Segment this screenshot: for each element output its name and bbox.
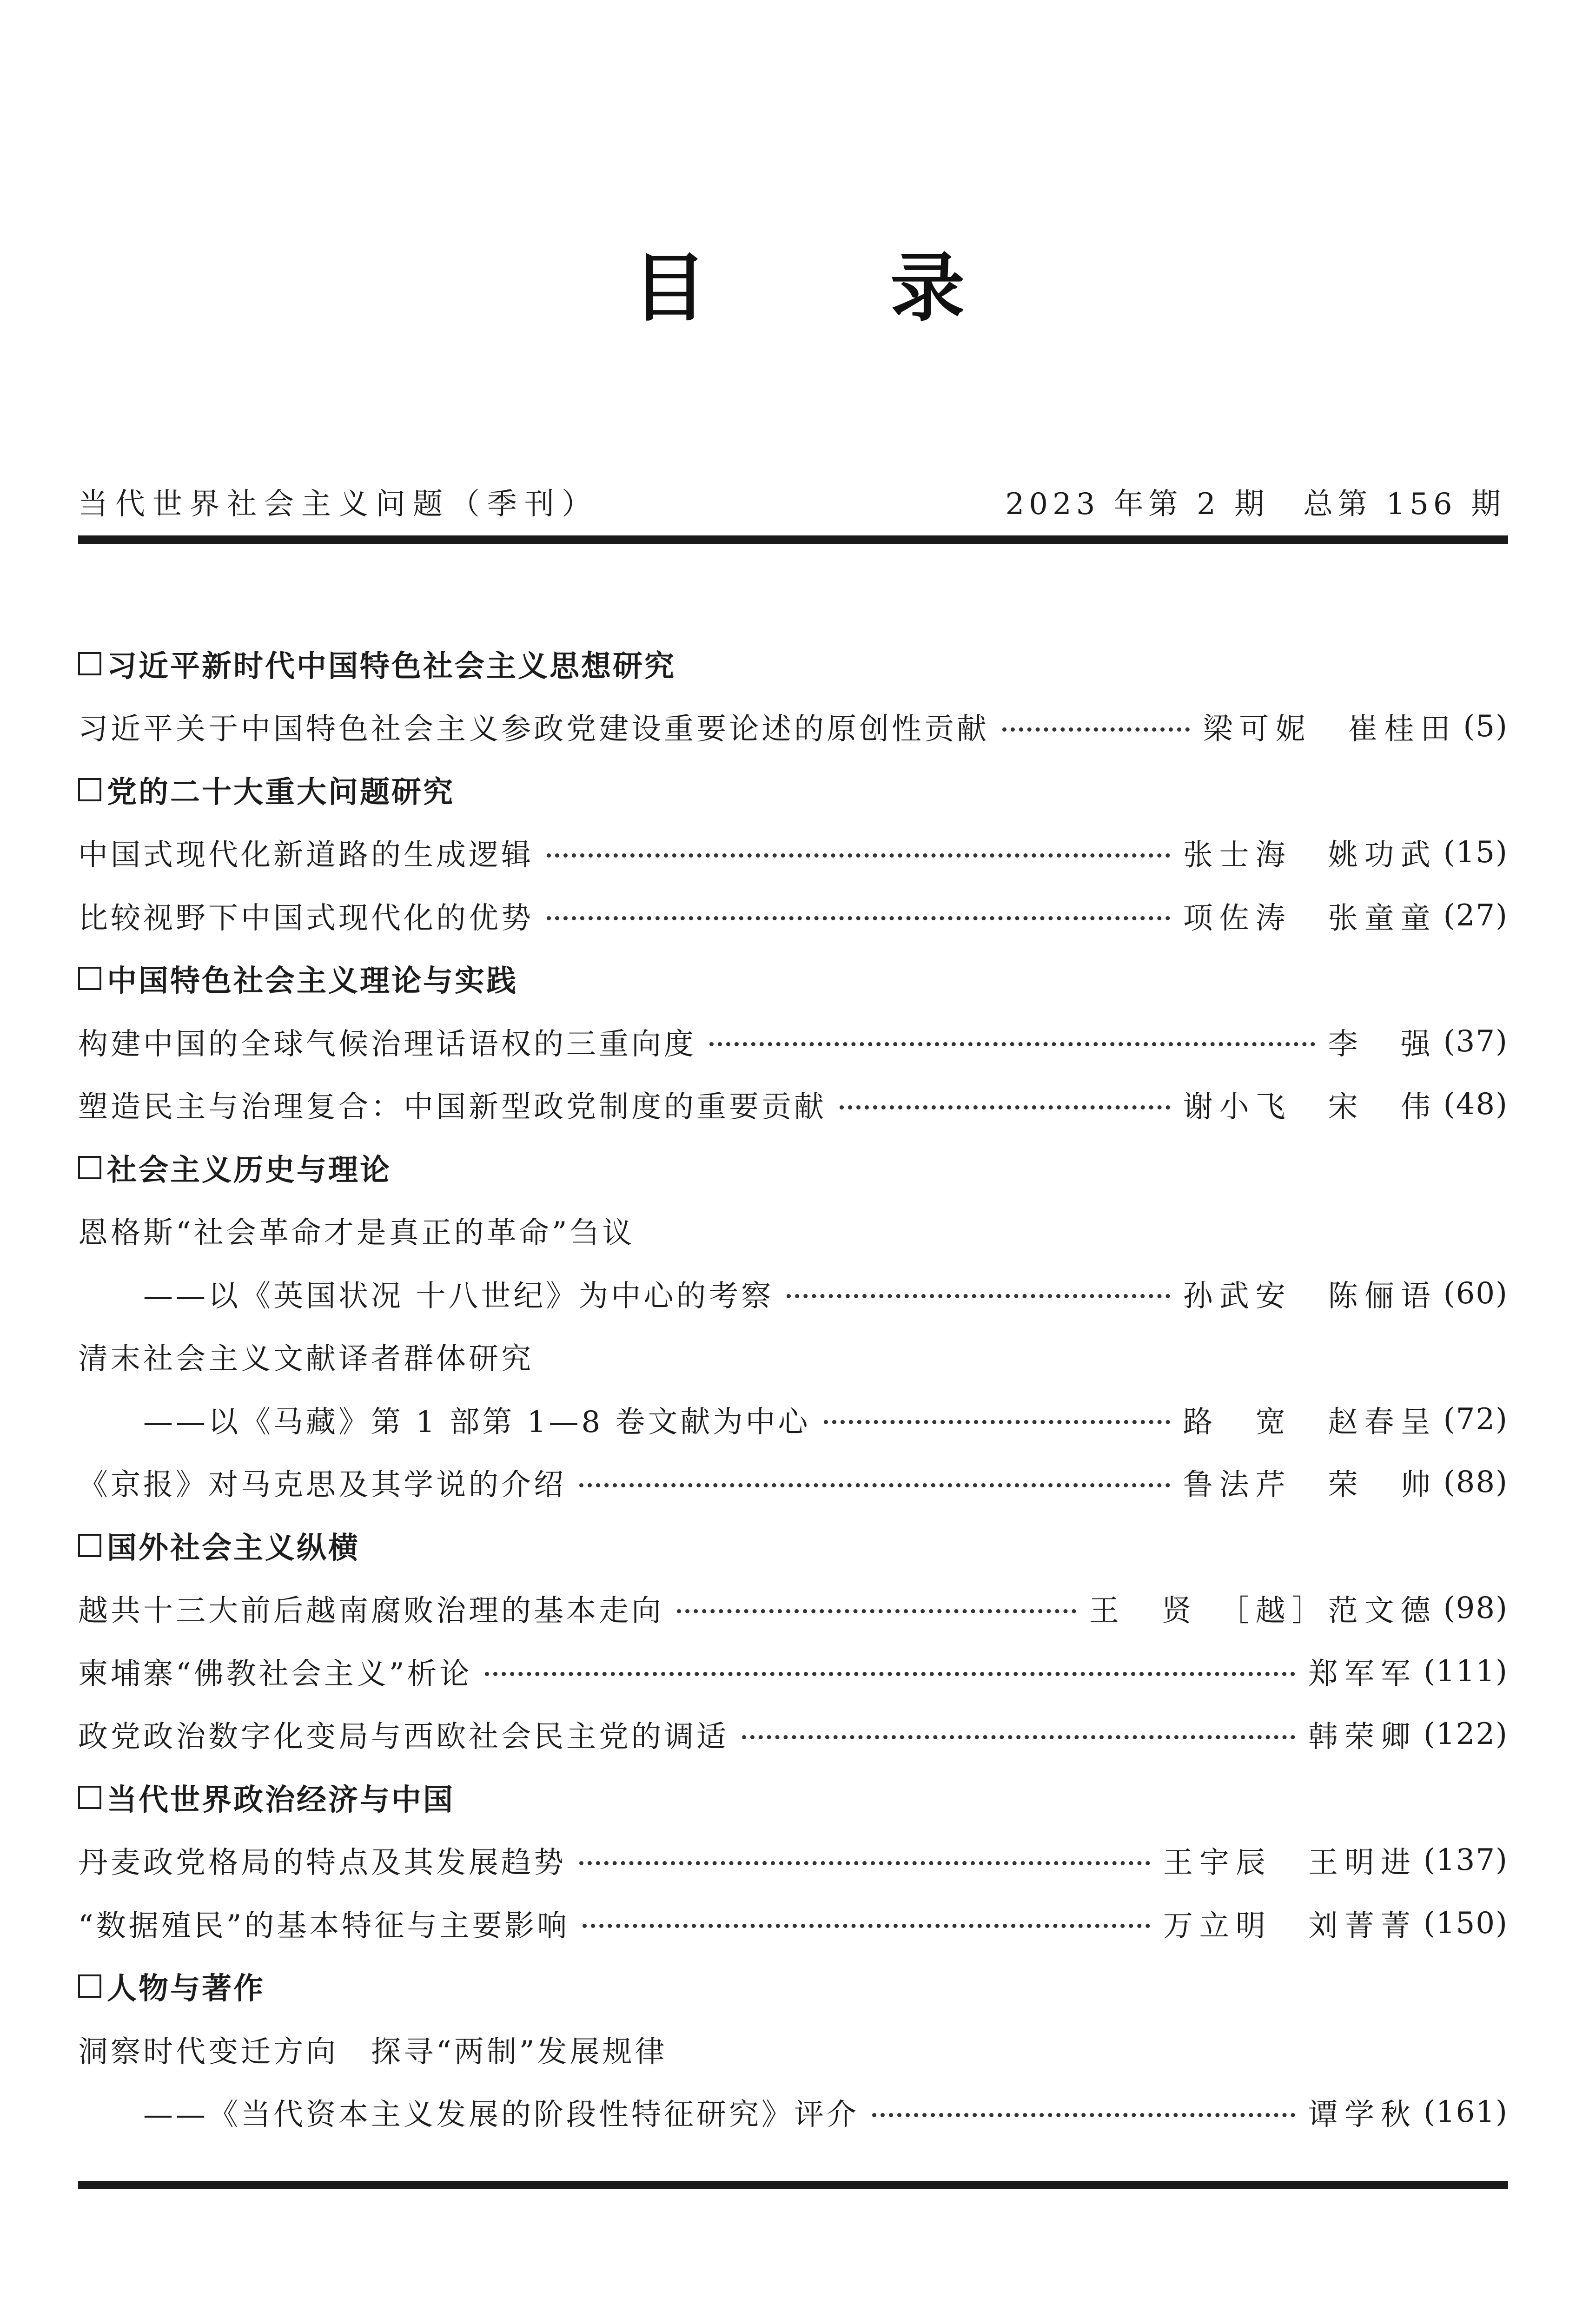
section-heading [78,1955,1508,2018]
checkbox-square-icon [78,967,101,990]
toc-entry[interactable] [78,1262,1508,1325]
checkbox-square-icon [78,1786,101,1809]
page-number: (27) [1443,898,1508,933]
article-title: 塑造民主与治理复合：中国新型政党制度的重要贡献 [78,1090,827,1125]
section-heading [78,1136,1508,1199]
page-number: (137) [1423,1843,1508,1878]
dot-leader [547,853,1170,858]
article-authors: 梁可妮 崔桂田 [1203,712,1457,747]
article-title: 《京报》对马克思及其学说的介绍 [78,1468,566,1503]
page-title [0,242,1576,335]
dot-leader [485,1672,1295,1676]
section-title: 人物与著作 [107,1972,265,2007]
toc-entry[interactable] [78,884,1508,947]
dot-leader [1002,727,1190,732]
section-heading [78,1514,1508,1577]
page-number: (60) [1443,1276,1508,1311]
article-authors: 谢小飞 宋 伟 [1183,1090,1437,1125]
page-title-char-2: 录 [890,244,965,331]
section-title: 社会主义历史与理论 [107,1153,391,1188]
article-title: “数据殖民”的基本特征与主要影响 [78,1908,570,1943]
section-heading [78,947,1508,1010]
section-title: 党的二十大重大问题研究 [107,775,455,810]
toc-entry[interactable] [78,1577,1508,1640]
dot-leader [579,1483,1170,1487]
toc-entry[interactable] [78,1829,1508,1892]
toc-entry-title-line[interactable] [78,1199,1508,1262]
article-authors: 王宇辰 王明进 [1163,1846,1417,1881]
page-number: (122) [1423,1717,1508,1752]
checkbox-square-icon [78,1974,101,1998]
dot-leader [677,1609,1076,1613]
dot-leader [872,2113,1295,2117]
bottom-rule [78,2181,1508,2189]
toc-entry[interactable] [78,1073,1508,1136]
dot-leader [787,1294,1170,1298]
dot-leader [547,916,1170,920]
article-subtitle: ——以《马藏》第 1 部第 1—8 卷文献为中心 [143,1405,811,1439]
dot-leader [709,1042,1315,1046]
page-number: (72) [1443,1402,1508,1437]
checkbox-square-icon [78,1156,101,1179]
article-authors: 韩荣卿 [1308,1720,1417,1755]
toc-entry[interactable] [78,695,1508,759]
dot-leader [742,1735,1295,1739]
toc-entry[interactable] [78,1640,1508,1703]
dot-leader [579,1861,1150,1865]
article-title: 恩格斯“社会革命才是真正的革命”刍议 [78,1216,635,1251]
article-subtitle: ——以《英国状况 十八世纪》为中心的考察 [143,1279,774,1314]
dot-leader [583,1924,1150,1928]
dot-leader [840,1105,1170,1109]
article-subtitle: ——《当代资本主义发展的阶段性特征研究》评介 [143,2098,859,2133]
checkbox-square-icon [78,778,101,801]
issue-info: 2023 年第 2 期 总第 156 期 [1005,487,1505,522]
article-authors: 王 贤 ［越］范文德 [1089,1594,1437,1629]
page-number: (111) [1423,1654,1508,1689]
article-title: 中国式现代化新道路的生成逻辑 [78,838,534,873]
article-authors: 孙武安 陈俪语 [1183,1279,1437,1314]
page-number: (161) [1423,2095,1508,2130]
top-rule [78,535,1508,544]
article-authors: 张士海 姚功武 [1183,838,1437,873]
page-number: (88) [1443,1465,1508,1500]
toc-entry[interactable] [78,1703,1508,1766]
article-title: 丹麦政党格局的特点及其发展趋势 [78,1846,566,1881]
article-authors: 万立明 刘菁菁 [1163,1908,1417,1943]
section-title: 中国特色社会主义理论与实践 [107,964,518,999]
page-number: (150) [1423,1906,1508,1941]
section-heading [78,632,1508,695]
article-authors: 鲁法芹 荣 帅 [1183,1468,1437,1503]
toc-entry[interactable] [78,1451,1508,1514]
checkbox-square-icon [78,1534,101,1557]
dot-leader [824,1420,1170,1424]
section-title: 当代世界政治经济与中国 [107,1783,455,1817]
article-authors: 谭学秋 [1308,2098,1417,2133]
section-heading [78,1766,1508,1829]
article-title: 越共十三大前后越南腐败治理的基本走向 [78,1594,664,1629]
toc-entry-title-line[interactable] [78,2018,1508,2081]
page-number: (15) [1443,835,1508,870]
article-title: 比较视野下中国式现代化的优势 [78,901,534,936]
section-title: 习近平新时代中国特色社会主义思想研究 [107,649,676,684]
toc-entry-title-line[interactable] [78,1325,1508,1388]
article-authors: 项佐涛 张童童 [1183,901,1437,936]
article-title: 清末社会主义文献译者群体研究 [78,1342,534,1377]
toc-entry[interactable] [78,1010,1508,1073]
toc-entry[interactable] [78,821,1508,885]
article-authors: 郑军军 [1308,1657,1417,1691]
article-authors: 路 宽 赵春呈 [1183,1405,1437,1439]
article-title: 构建中国的全球气候治理话语权的三重向度 [78,1027,696,1062]
article-title: 政党政治数字化变局与西欧社会民主党的调适 [78,1720,729,1755]
page-title-char-1: 目 [632,244,707,331]
article-title: 洞察时代变迁方向 探寻“两制”发展规律 [78,2034,668,2069]
journal-name: 当代世界社会主义问题（季刊） [78,487,599,522]
page-number: (37) [1443,1024,1508,1059]
page-number: (5) [1463,709,1508,744]
checkbox-square-icon [78,652,101,675]
article-title: 习近平关于中国特色社会主义参政党建设重要论述的原创性贡献 [78,712,989,747]
article-authors: 李 强 [1328,1027,1437,1062]
toc-entry[interactable] [78,1892,1508,1955]
section-heading [78,758,1508,821]
article-title: 柬埔寨“佛教社会主义”析论 [78,1657,472,1691]
table-of-contents [78,632,1508,2144]
page-number: (48) [1443,1087,1508,1122]
toc-entry[interactable] [78,1388,1508,1451]
page-number: (98) [1443,1591,1508,1626]
section-title: 国外社会主义纵横 [107,1531,360,1565]
toc-entry[interactable] [78,2081,1508,2144]
